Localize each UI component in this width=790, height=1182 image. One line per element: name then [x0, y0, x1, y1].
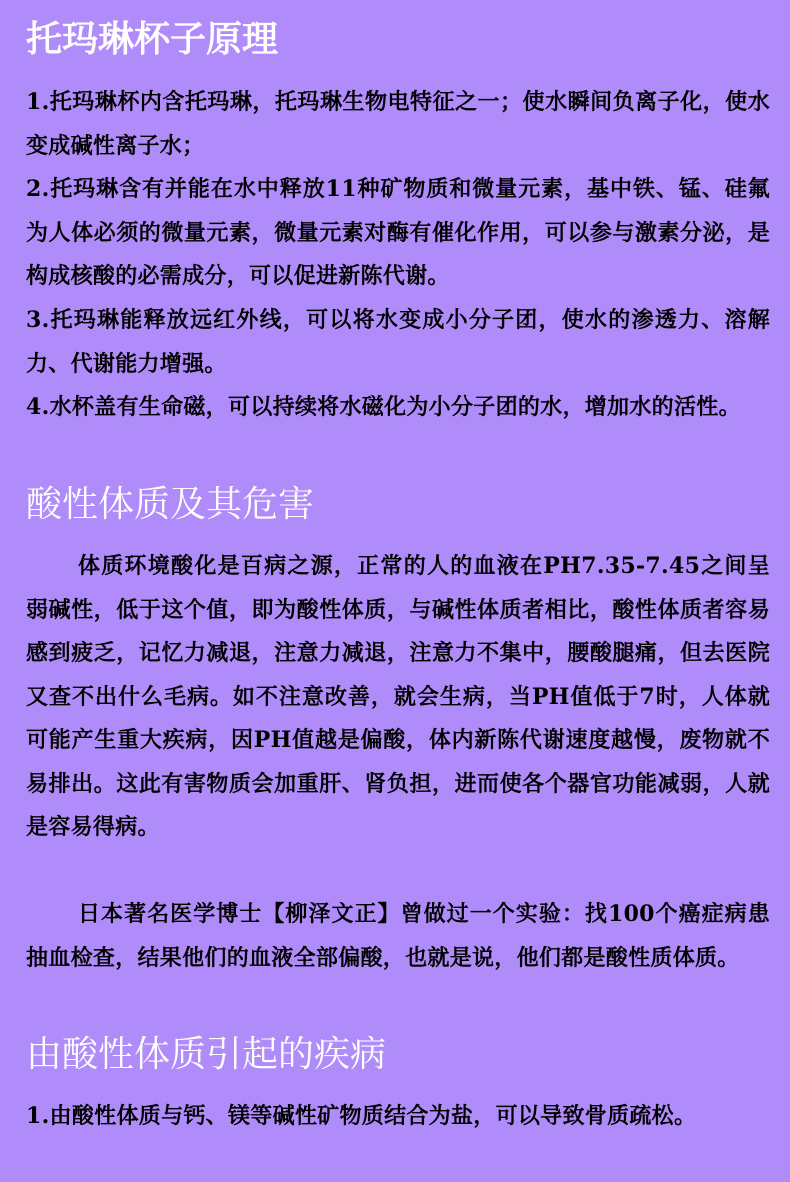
acidic-constitution-paragraph-1: 体质环境酸化是百病之源，正常的人的血液在PH7.35-7.45之间呈弱碱性，低于这个值，即为酸性体质，与碱性体质者相比，酸性体质者容易感到疲乏，记忆力减退，注意力减退，注意力不集中，腰酸腿痛，但去医院又查不出什么毛病。如不注意改善，就会生病，当PH值低于7时，人体就可能产生重大疾病，因PH值越是偏酸，体内新陈代谢速度越慢，废物就不易排出。这此有害物质会加重肝、肾负担，进而使各个器官功能减弱，人就是容易得病。: [26, 553, 770, 840]
section-heading-acid-diseases: 由酸性体质引起的疾病: [26, 1034, 387, 1075]
tourmaline-item-2: 2.托玛琳含有并能在水中释放11种矿物质和微量元素，基中铁、锰、硅氟为人体必须的微量元素，微量元素对酶有催化作用，可以参与激素分泌，是构成核酸的必需成分，可以促进新陈代谢。: [26, 176, 770, 289]
acid-disease-item-1: 1.由酸性体质与钙、镁等碱性矿物质结合为盐，可以导致骨质疏松。: [26, 1103, 697, 1129]
tourmaline-item-4: 4.水杯盖有生命磁，可以持续将水磁化为小分子团的水，增加水的活性。: [26, 394, 741, 420]
section-heading-tourmaline: 托玛琳杯子原理: [26, 19, 279, 60]
tourmaline-item-1: 1.托玛琳杯内含托玛琳，托玛琳生物电特征之一；使水瞬间负离子化，使水变成碱性离子水；: [26, 89, 770, 159]
section-heading-acidic-constitution: 酸性体质及其危害: [26, 484, 315, 525]
tourmaline-item-3: 3.托玛琳能释放远红外线，可以将水变成小分子团，使水的渗透力、溶解力、代谢能力增强。: [26, 307, 770, 377]
acidic-constitution-paragraph-2: 日本著名医学博士【柳泽文正】曾做过一个实验：找100个癌症病患抽血检查，结果他们的血液全部偏酸，也就是说，他们都是酸性质体质。: [26, 901, 770, 971]
